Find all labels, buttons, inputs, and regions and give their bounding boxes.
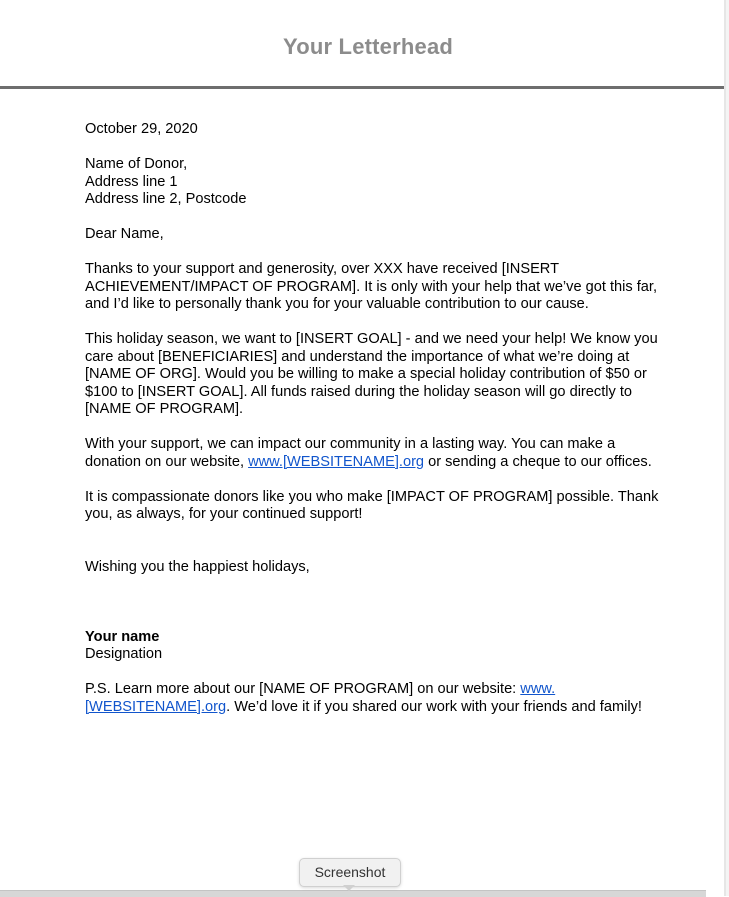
spacer bbox=[85, 244, 665, 262]
letterhead-divider bbox=[0, 86, 724, 89]
paragraph-achievement: Thanks to your support and generosity, over XXX have received [INSERT ACHIEVEMENT/IMPACT OF PROGRAM]. It is only with your help that we’ve got this far, and I’d like to personally thank you for your valuable contribution to our cause. bbox=[85, 261, 658, 312]
screenshot-tooltip: Screenshot bbox=[299, 858, 401, 887]
spacer bbox=[85, 209, 665, 227]
paragraph-text: or sending a cheque to our offices. bbox=[424, 453, 652, 470]
letter-body bbox=[85, 121, 665, 716]
signer-name: Your name bbox=[85, 628, 160, 645]
paragraph-text: With your support, we can impact our community in a lasting way. You can make a donation on our website, bbox=[85, 436, 616, 470]
spacer bbox=[85, 314, 665, 332]
spacer bbox=[85, 524, 665, 559]
postscript-text: . We’d love it if you shared our work with your friends and family! bbox=[226, 698, 642, 715]
address-line-1: Address line 1 bbox=[85, 173, 178, 190]
letterhead-title: Your Letterhead bbox=[282, 34, 454, 59]
salutation: Dear Name, bbox=[85, 226, 164, 242]
postscript-text: P.S. Learn more about our [NAME OF PROGRAM] on our website: bbox=[85, 681, 521, 697]
paragraph-donation-options bbox=[85, 436, 665, 471]
signer-designation: Designation bbox=[85, 646, 163, 662]
postscript-website-link[interactable]: www.[WEBSITENAME].org bbox=[85, 681, 556, 715]
paragraph-thanks: It is compassionate donors like you who make [IMPACT OF PROGRAM] possible. Thank you, as always, for your continued support! bbox=[85, 488, 659, 522]
tooltip-arrow-icon bbox=[343, 885, 355, 891]
spacer bbox=[85, 664, 665, 682]
closing-line: Wishing you the happiest holidays, bbox=[85, 558, 310, 575]
letter-date: October 29, 2020 bbox=[85, 121, 198, 137]
spacer bbox=[85, 139, 665, 157]
address-line-2: Address line 2, Postcode bbox=[85, 191, 247, 207]
website-link[interactable]: www.[WEBSITENAME].org bbox=[248, 453, 425, 470]
paragraph-holiday-appeal: This holiday season, we want to [INSERT GOAL] - and we need your help! We know you care about [BENEFICIARIES] and understand the importance of what we’re doing at [NAME OF ORG]. Would you be willing to make a special holiday contribution of $50 or $100 to [INSERT GOAL]. All funds raised during the holiday season will go directly to [NAME OF PROGRAM]. bbox=[85, 331, 658, 417]
spacer bbox=[85, 576, 665, 629]
spacer bbox=[85, 471, 665, 489]
recipient-name: Name of Donor, bbox=[85, 156, 188, 172]
postscript bbox=[85, 681, 665, 716]
spacer bbox=[85, 419, 665, 437]
